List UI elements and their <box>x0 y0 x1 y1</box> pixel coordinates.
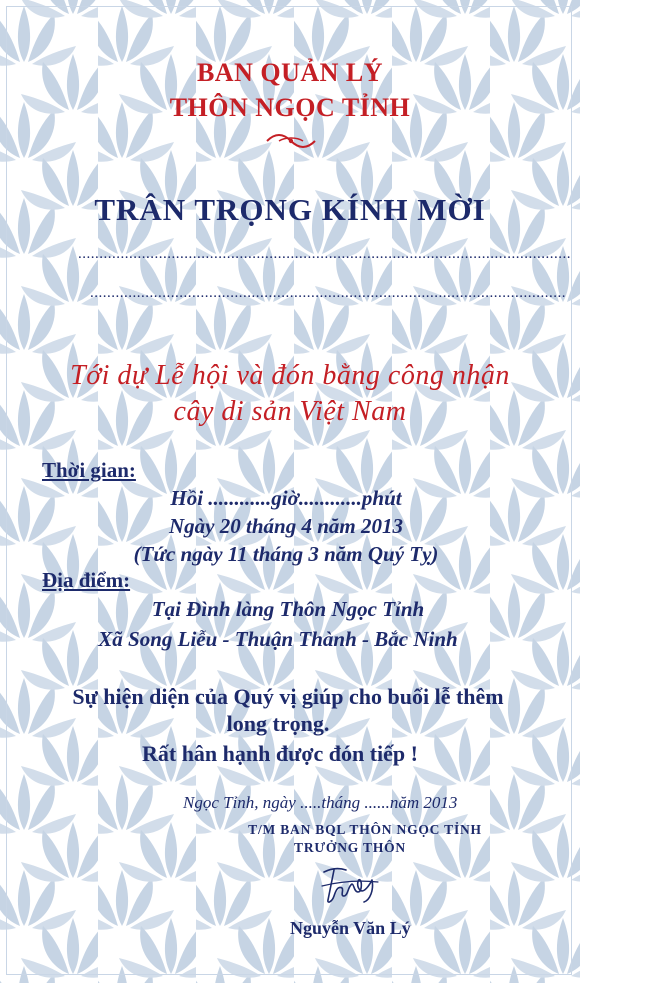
signer-name: Nguyễn Văn Lý <box>290 918 411 938</box>
recipient-line-2: ................................................................................................................ <box>90 285 566 301</box>
time-label: Thời gian: <box>42 458 136 482</box>
place-venue-line: Tại Đình làng Thôn Ngọc Tỉnh <box>151 597 425 621</box>
time-lunar-date-line: (Tức ngày 11 tháng 3 năm Quý Tỵ) <box>133 542 439 566</box>
handwritten-signature <box>318 862 382 906</box>
organization-name-line2: THÔN NGỌC TỈNH <box>169 93 411 122</box>
event-title-line1: Tới dự Lễ hội và đón bằng công nhận <box>70 360 510 391</box>
signatory-organization: T/M BAN BQL THÔN NGỌC TỈNH <box>248 822 482 837</box>
invitation-title: TRÂN TRỌNG KÍNH MỜI <box>94 192 486 227</box>
event-title-line2: cây di sản Việt Nam <box>173 396 407 427</box>
signatory-title: TRƯỞNG THÔN <box>294 840 406 855</box>
organization-name-line1: BAN QUẢN LÝ <box>196 58 384 87</box>
recipient-line-1: .................................................................................................................... <box>78 246 571 262</box>
time-hour-line: Hồi ............giờ............phút <box>170 486 402 510</box>
message-line1: Sự hiện diện của Quý vị giúp cho buổi lễ thêm <box>72 684 504 709</box>
time-date-line: Ngày 20 tháng 4 năm 2013 <box>169 514 403 538</box>
place-address-line: Xã Song Liễu - Thuận Thành - Bắc Ninh <box>98 627 458 651</box>
place-label: Địa điểm: <box>42 568 131 592</box>
message-line3: Rất hân hạnh được đón tiếp ! <box>141 741 418 766</box>
message-line2: long trọng. <box>226 711 330 736</box>
ornamental-divider <box>265 133 317 149</box>
date-place-line: Ngọc Tỉnh, ngày .....tháng ......năm 2013 <box>183 793 458 812</box>
